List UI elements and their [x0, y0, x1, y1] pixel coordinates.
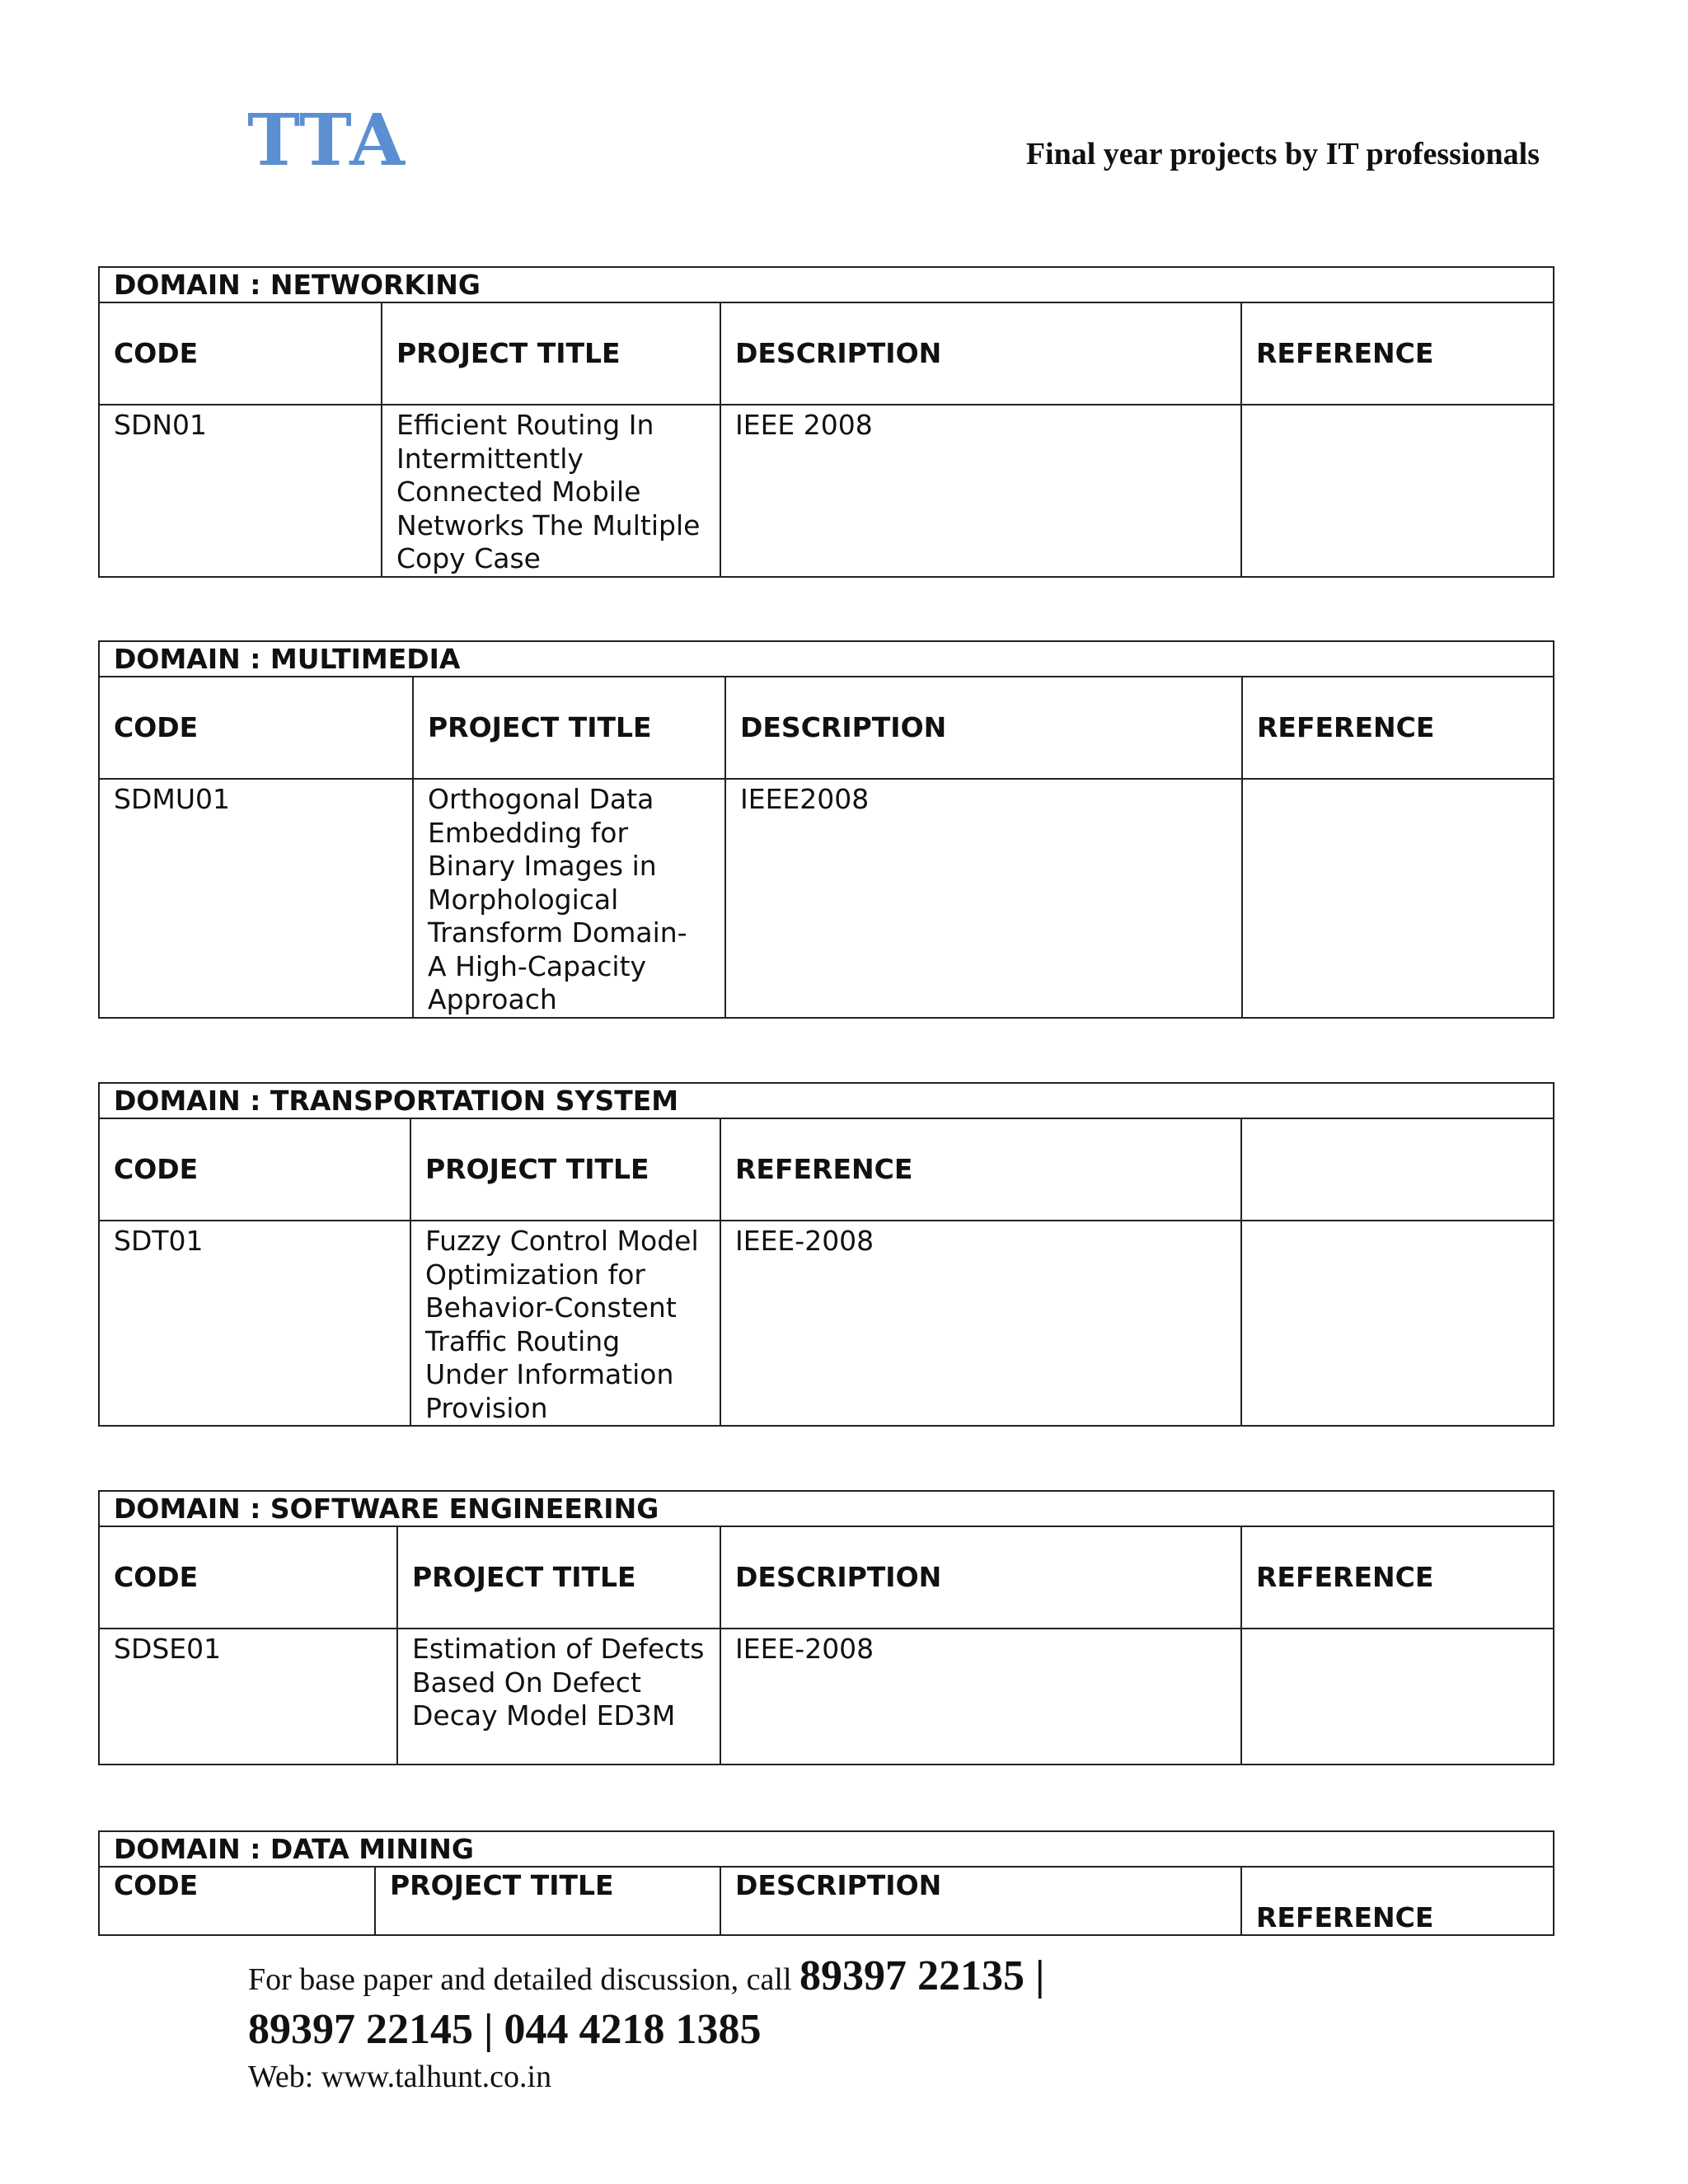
domain-title: DOMAIN : MULTIMEDIA	[99, 641, 1554, 677]
cell-empty	[1241, 1221, 1554, 1426]
header-description: DESCRIPTION	[725, 677, 1242, 779]
header-reference: REFERENCE	[1241, 1526, 1554, 1629]
domain-table-transportation	[98, 1082, 1554, 1427]
header-code: CODE	[99, 1867, 375, 1935]
header-description: DESCRIPTION	[720, 302, 1241, 405]
header-project-title: PROJECT TITLE	[375, 1867, 720, 1935]
domain-title: DOMAIN : SOFTWARE ENGINEERING	[99, 1491, 1554, 1526]
cell-project-title: Estimation of Defects Based On Defect Decay Model ED3M	[397, 1629, 720, 1765]
header-description: DESCRIPTION	[720, 1526, 1241, 1629]
header-code: CODE	[99, 302, 382, 405]
domain-table-software-engineering	[98, 1490, 1554, 1765]
footer-phone-1: 89397 22135 |	[799, 1952, 1045, 1999]
header-project-title: PROJECT TITLE	[397, 1526, 720, 1629]
header-project-title: PROJECT TITLE	[410, 1118, 720, 1221]
header-tagline: Final year projects by IT professionals	[1025, 137, 1540, 171]
header-description: DESCRIPTION	[720, 1867, 1241, 1935]
cell-description: IEEE2008	[725, 779, 1242, 1018]
footer-line-1	[248, 1952, 1044, 2004]
header-reference: REFERENCE	[1241, 1867, 1554, 1935]
cell-reference	[1241, 405, 1554, 577]
cell-project-title: Orthogonal Data Embedding for Binary Images in Morphological Transform Domain- A High-Capacity Approach	[413, 779, 725, 1018]
header-code: CODE	[99, 677, 413, 779]
cell-reference: IEEE-2008	[720, 1221, 1241, 1426]
cell-project-title: Efficient Routing In Intermittently Connected Mobile Networks The Multiple Copy Case	[382, 405, 720, 577]
cell-code: SDT01	[99, 1221, 410, 1426]
header-project-title: PROJECT TITLE	[413, 677, 725, 779]
table-row	[99, 1221, 1554, 1426]
contact-footer	[248, 1952, 1044, 2098]
table-row	[99, 405, 1554, 577]
domain-table-data-mining	[98, 1830, 1554, 1936]
header-reference: REFERENCE	[1242, 677, 1554, 779]
header-code: CODE	[99, 1118, 410, 1221]
cell-reference	[1241, 1629, 1554, 1765]
domain-table-networking	[98, 266, 1554, 578]
table-row	[99, 779, 1554, 1018]
cell-code: SDN01	[99, 405, 382, 577]
header-reference: REFERENCE	[1241, 302, 1554, 405]
domain-table-multimedia	[98, 640, 1554, 1019]
header-code: CODE	[99, 1526, 397, 1629]
header-reference: REFERENCE	[720, 1118, 1241, 1221]
domain-title: DOMAIN : DATA MINING	[99, 1831, 1554, 1867]
cell-project-title: Fuzzy Control Model Optimization for Behavior-Constent Traffic Routing Under Information Provision	[410, 1221, 720, 1426]
footer-website: Web: www.talhunt.co.in	[248, 2060, 552, 2094]
tta-logo: TTA	[247, 99, 406, 182]
domain-title: DOMAIN : TRANSPORTATION SYSTEM	[99, 1083, 1554, 1118]
cell-description: IEEE 2008	[720, 405, 1241, 577]
footer-phone-numbers: 89397 22145 | 044 4218 1385	[248, 2006, 762, 2053]
cell-code: SDMU01	[99, 779, 413, 1018]
cell-description: IEEE-2008	[720, 1629, 1241, 1765]
table-row	[99, 1629, 1554, 1765]
cell-code: SDSE01	[99, 1629, 397, 1765]
domain-title: DOMAIN : NETWORKING	[99, 267, 1554, 302]
cell-reference	[1242, 779, 1554, 1018]
header-empty	[1241, 1118, 1554, 1221]
footer-call-text: For base paper and detailed discussion, call	[248, 1962, 792, 1997]
header-project-title: PROJECT TITLE	[382, 302, 720, 405]
